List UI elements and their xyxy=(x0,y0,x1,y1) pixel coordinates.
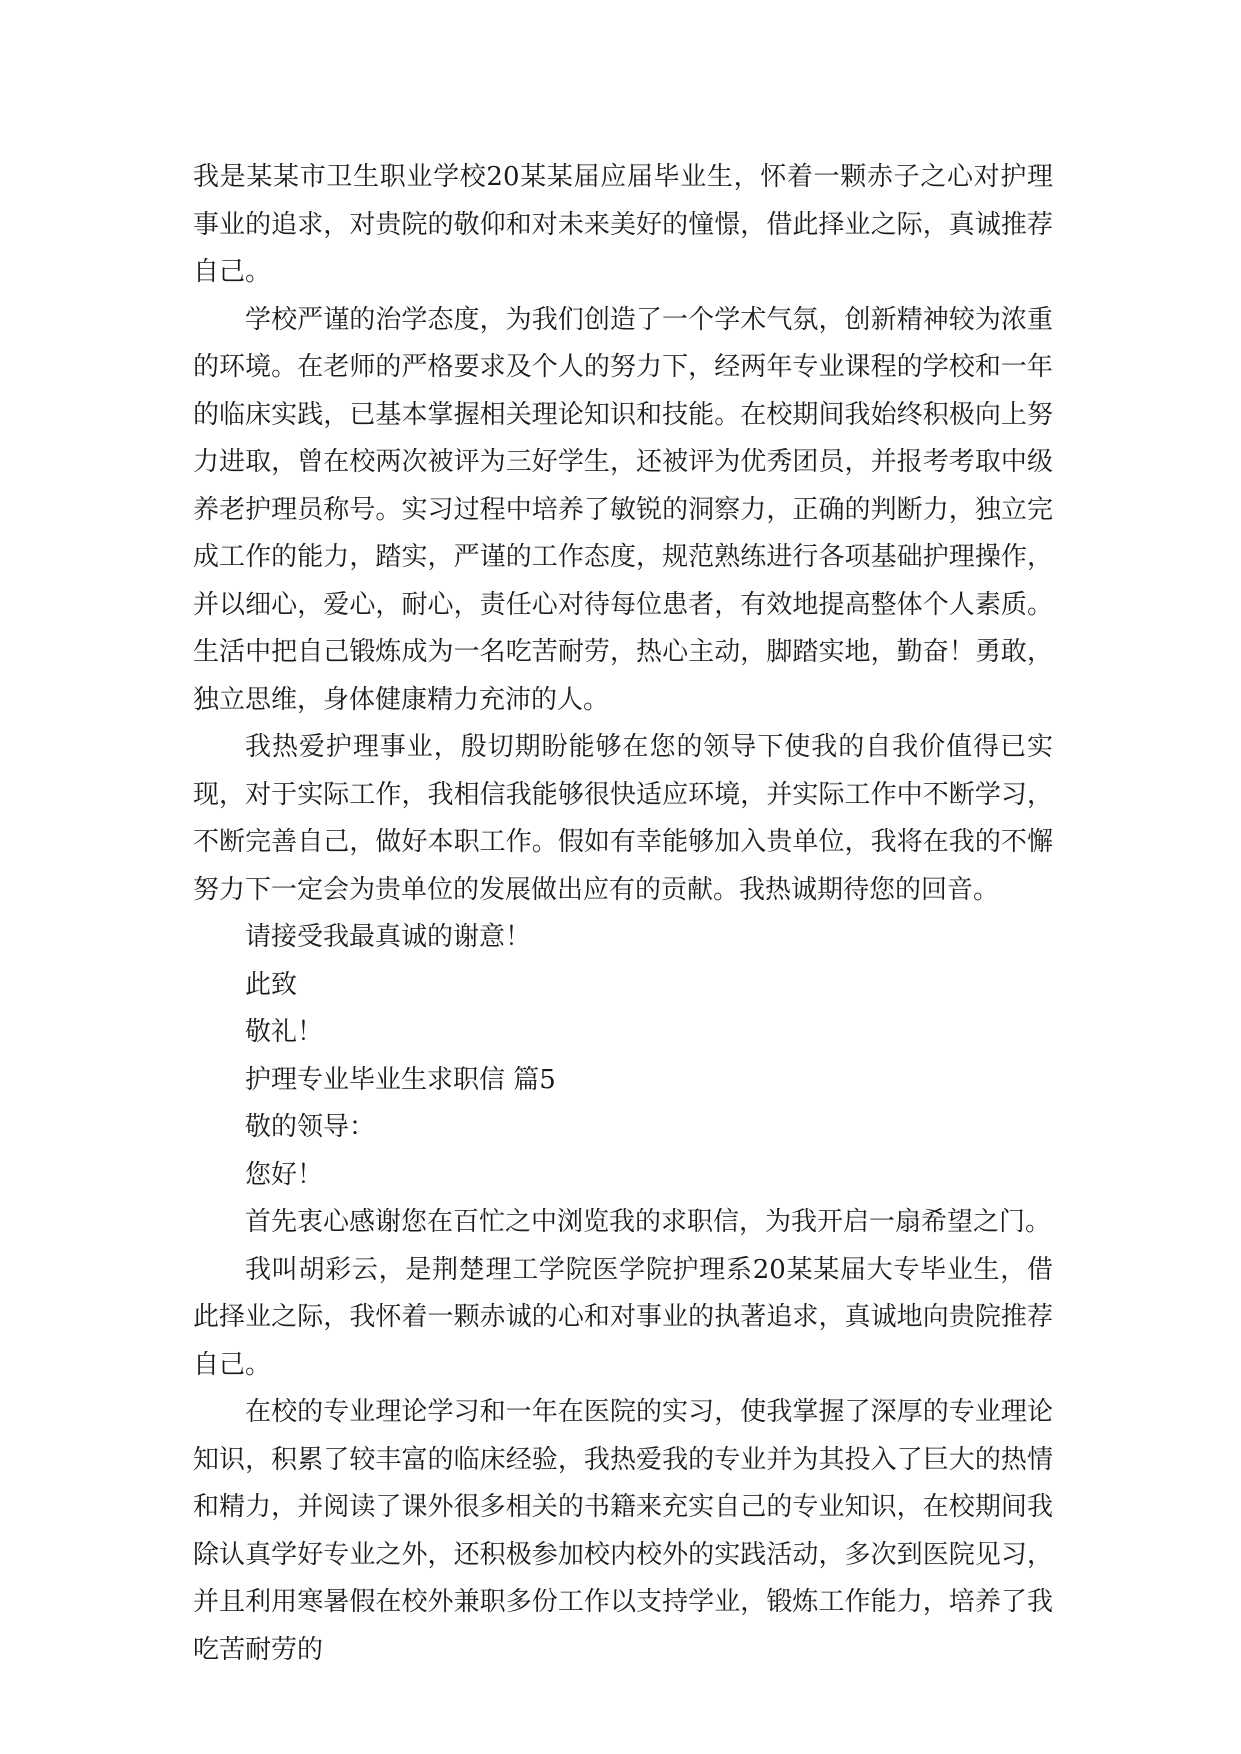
paragraph-greeting-recipient: 敬的领导： xyxy=(245,1112,376,1142)
section-heading: 护理专业毕业生求职信 篇5 xyxy=(245,1064,556,1095)
paragraph-self-intro: 我叫胡彩云，是荆楚理工学院医学院护理系20某某届大专毕业生，借此择业之际，我怀着一颗赤诚的心和对事业的执著追求，真诚地向贵院推荐自己。 xyxy=(193,1254,1053,1380)
document-body xyxy=(193,154,1053,1674)
paragraph-school-experience: 学校严谨的治学态度，为我们创造了一个学术气氛，创新精神较为浓重的环境。在老师的严格要求及个人的努力下，经两年专业课程的学校和一年的临床实践，已基本掌握相关理论知识和技能。在校期间我始终积极向上努力进取，曾在校两次被评为三好学生，还被评为优秀团员，并报考考取中级养老护理员称号。实习过程中培养了敏锐的洞察力，正确的判断力，独立完成工作的能力，踏实，严谨的工作态度，规范熟练进行各项基础护理操作，并以细心，爱心，耐心，责任心对待每位患者，有效地提高整体个人素质。生活中把自己锻炼成为一名吃苦耐劳，热心主动，脚踏实地，勤奋！勇敢，独立思维，身体健康精力充沛的人。 xyxy=(193,304,1053,715)
paragraph-intro: 我是某某市卫生职业学校20某某届应届毕业生，怀着一颗赤子之心对护理事业的追求，对贵院的敬仰和对未来美好的憧憬，借此择业之际，真诚推荐自己。 xyxy=(193,162,1053,287)
paragraph-gratitude: 首先衷心感谢您在百忙之中浏览我的求职信，为我开启一扇希望之门。 xyxy=(245,1207,1052,1237)
paragraph-salute: 敬礼！ xyxy=(245,1017,324,1047)
paragraph-closing: 此致 xyxy=(245,969,298,1000)
paragraph-greeting: 您好！ xyxy=(245,1159,324,1190)
paragraph-study-experience: 在校的专业理论学习和一年在医院的实习，使我掌握了深厚的专业理论知识，积累了较丰富的临床经验，我热爱我的专业并为其投入了巨大的热情和精力，并阅读了课外很多相关的书籍来充实自己的专业知识，在校期间我除认真学好专业之外，还积极参加校内校外的实践活动，多次到医院见习，并且利用寒暑假在校外兼职多份工作以支持学业，锻炼工作能力，培养了我吃苦耐劳的 xyxy=(193,1397,1053,1665)
paragraph-thanks: 请接受我最真诚的谢意！ xyxy=(245,922,532,952)
paragraph-career-hope: 我热爱护理事业，殷切期盼能够在您的领导下使我的自我价值得已实现，对于实际工作，我相信我能够很快适应环境，并实际工作中不断学习，不断完善自己，做好本职工作。假如有幸能够加入贵单位，我将在我的不懈努力下一定会为贵单位的发展做出应有的贡献。我热诚期待您的回音。 xyxy=(193,732,1053,905)
